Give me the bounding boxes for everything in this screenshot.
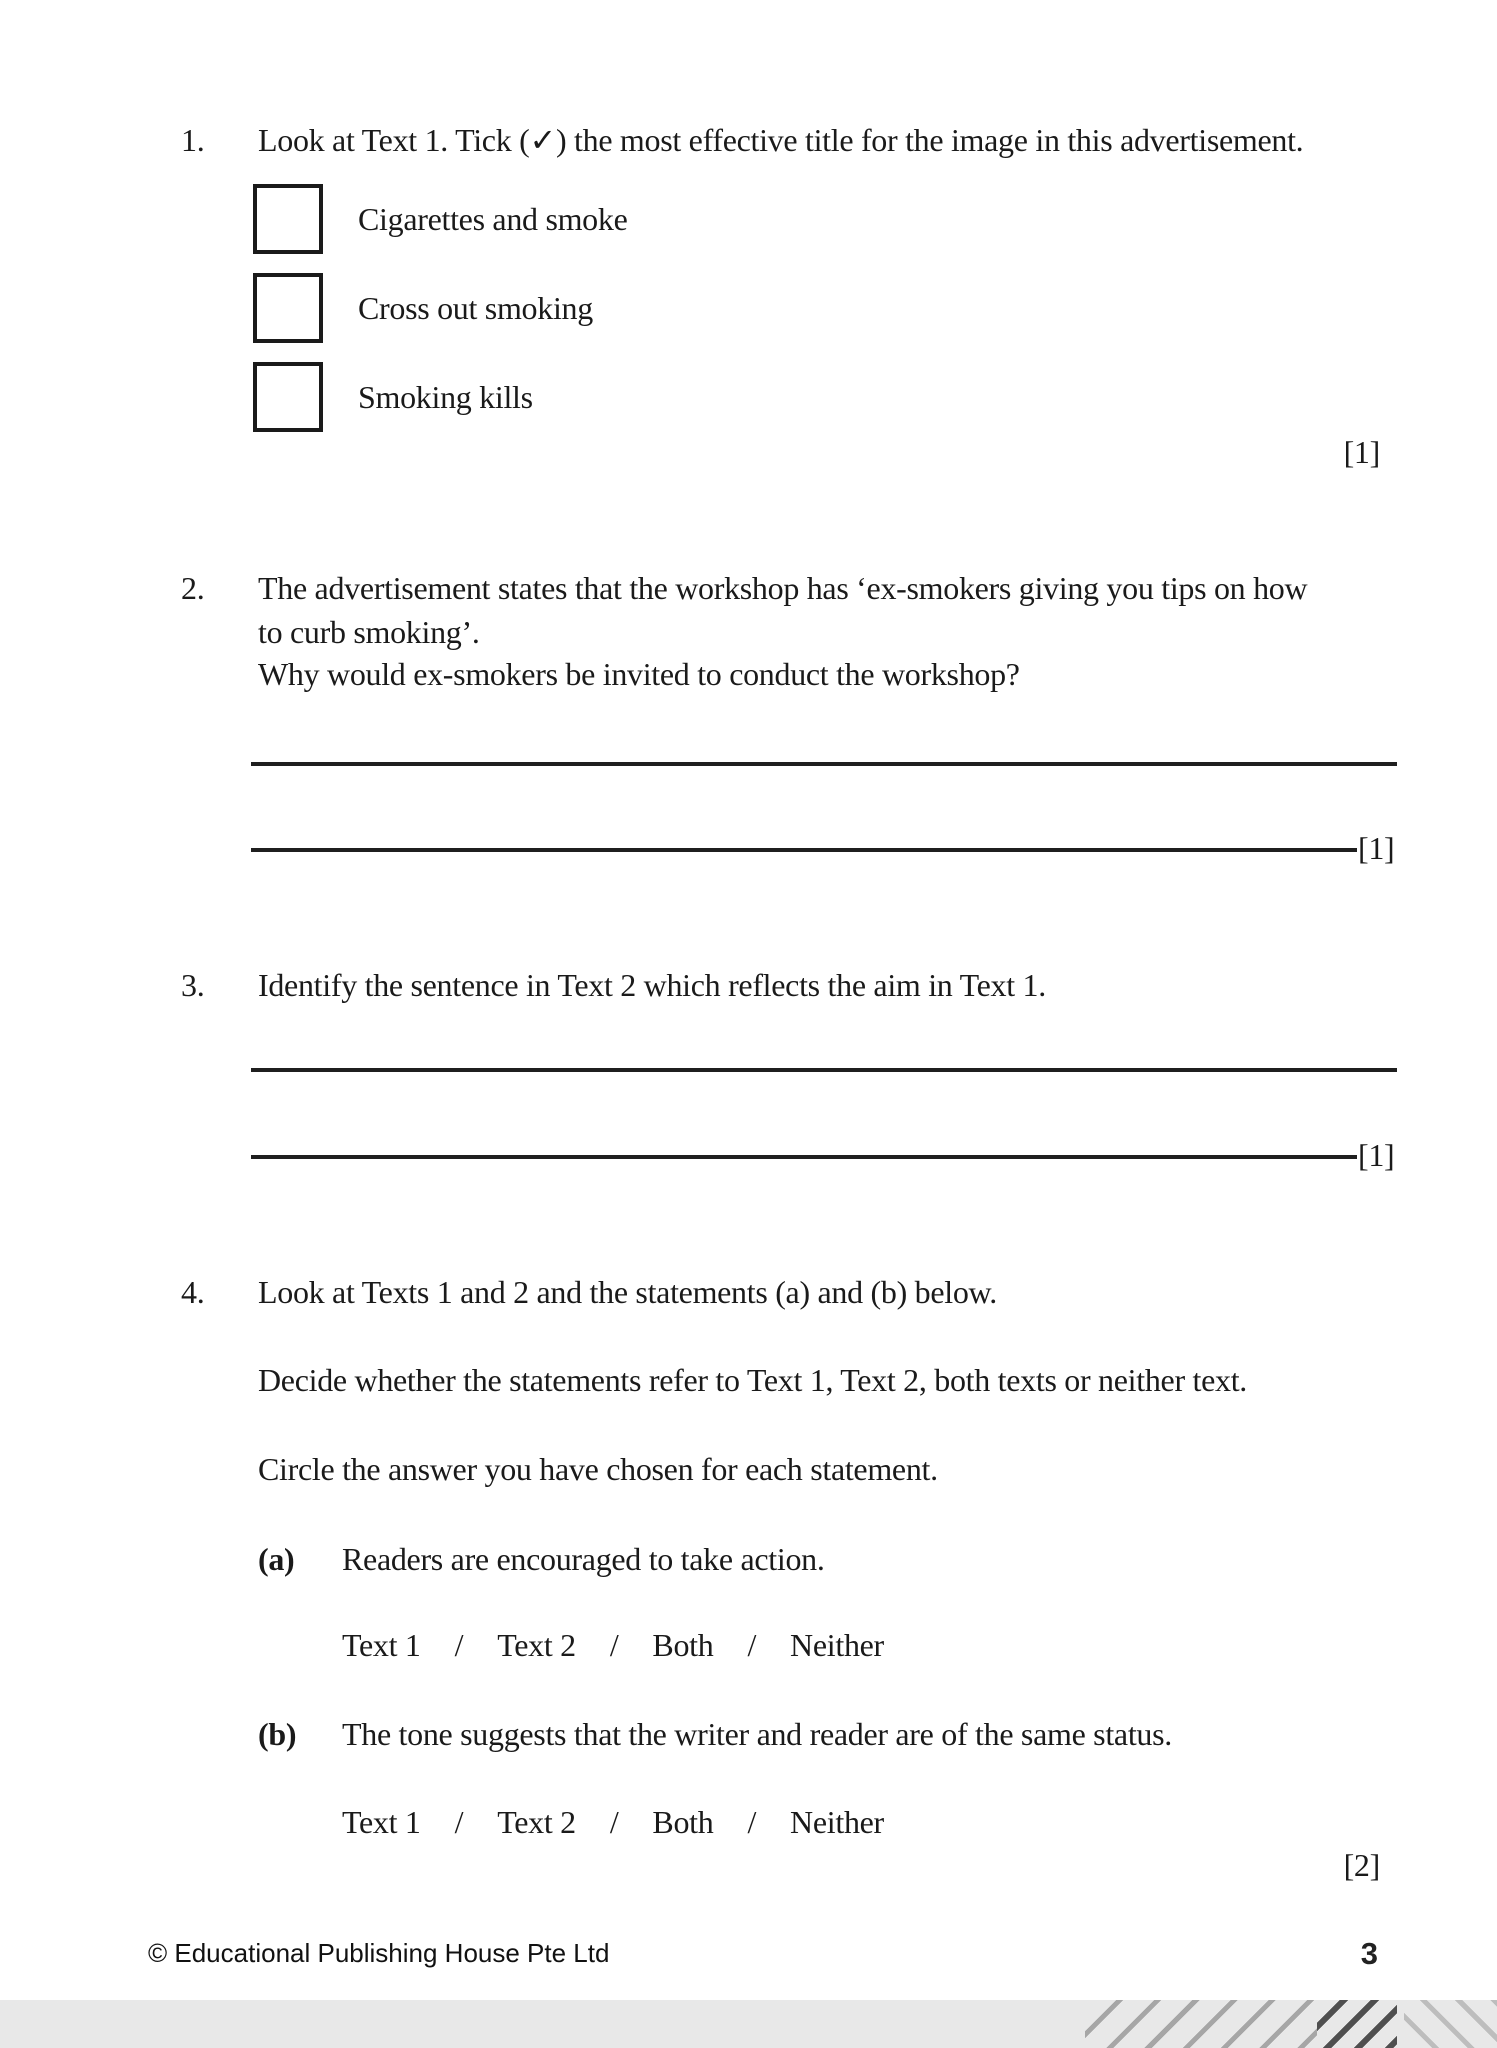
question-4a-statement: Readers are encouraged to take action. — [342, 1541, 825, 1577]
corner-stripes-accent-decoration — [1317, 2000, 1397, 2048]
question-2-number: 2. — [181, 570, 205, 606]
question-1-checkbox-2[interactable] — [253, 273, 323, 343]
question-1-checkbox-3-label: Smoking kills — [358, 379, 533, 415]
option-separator: / — [454, 1804, 464, 1840]
footer-page-number: 3 — [1360, 1936, 1378, 1971]
corner-stripes-right-decoration — [1404, 2000, 1497, 2048]
question-2-answer-line-1[interactable] — [251, 762, 1397, 766]
question-1-checkbox-1[interactable] — [253, 184, 323, 254]
question-4-prompt-line-3: Circle the answer you have chosen for each statement. — [258, 1451, 938, 1487]
question-4b-option-text1[interactable]: Text 1 — [342, 1804, 421, 1840]
question-3-number: 3. — [181, 967, 205, 1003]
question-3-marks: [1] — [1358, 1137, 1395, 1173]
question-4-marks: [2] — [1343, 1847, 1380, 1883]
question-3-prompt: Identify the sentence in Text 2 which reflects the aim in Text 1. — [258, 967, 1046, 1003]
question-4a-option-text2[interactable]: Text 2 — [497, 1627, 576, 1663]
question-4a-options — [342, 1623, 884, 1667]
question-2-prompt-line-3: Why would ex-smokers be invited to conduct the workshop? — [258, 656, 1020, 692]
question-4b-statement: The tone suggests that the writer and reader are of the same status. — [342, 1716, 1172, 1752]
footer-copyright: © Educational Publishing House Pte Ltd — [148, 1938, 610, 1968]
question-4b-option-text2[interactable]: Text 2 — [497, 1804, 576, 1840]
question-2-prompt-line-1: The advertisement states that the workshop has ‘ex-smokers giving you tips on how — [258, 570, 1308, 606]
question-3-answer-line-1[interactable] — [251, 1068, 1397, 1072]
question-1-prompt: Look at Text 1. Tick (✓) the most effective title for the image in this advertisement. — [258, 122, 1304, 158]
question-4-prompt-line-2: Decide whether the statements refer to Text 1, Text 2, both texts or neither text. — [258, 1362, 1247, 1398]
question-4-prompt-line-1: Look at Texts 1 and 2 and the statements (a) and (b) below. — [258, 1274, 997, 1310]
question-4b-options — [342, 1800, 884, 1844]
question-4a-option-both[interactable]: Both — [652, 1627, 714, 1663]
question-2-prompt-line-2: to curb smoking’. — [258, 614, 480, 650]
corner-stripes-decoration — [1085, 2000, 1317, 2048]
option-separator: / — [747, 1804, 757, 1840]
question-1-checkbox-3[interactable] — [253, 362, 323, 432]
question-4a-label: (a) — [258, 1541, 295, 1577]
footer-band — [0, 2000, 1497, 2048]
option-separator: / — [454, 1627, 464, 1663]
question-4-number: 4. — [181, 1274, 205, 1310]
question-3-answer-line-2[interactable] — [251, 1155, 1357, 1159]
question-1-marks: [1] — [1343, 434, 1380, 470]
question-4b-label: (b) — [258, 1716, 297, 1752]
option-separator: / — [609, 1804, 619, 1840]
question-1-checkbox-2-label: Cross out smoking — [358, 290, 593, 326]
question-2-answer-line-2[interactable] — [251, 848, 1357, 852]
question-1-checkbox-1-label: Cigarettes and smoke — [358, 201, 628, 237]
question-4b-option-both[interactable]: Both — [652, 1804, 714, 1840]
question-4b-option-neither[interactable]: Neither — [790, 1804, 884, 1840]
option-separator: / — [609, 1627, 619, 1663]
option-separator: / — [747, 1627, 757, 1663]
question-1-number: 1. — [181, 122, 205, 158]
question-2-marks: [1] — [1358, 830, 1395, 866]
question-4a-option-neither[interactable]: Neither — [790, 1627, 884, 1663]
question-4a-option-text1[interactable]: Text 1 — [342, 1627, 421, 1663]
